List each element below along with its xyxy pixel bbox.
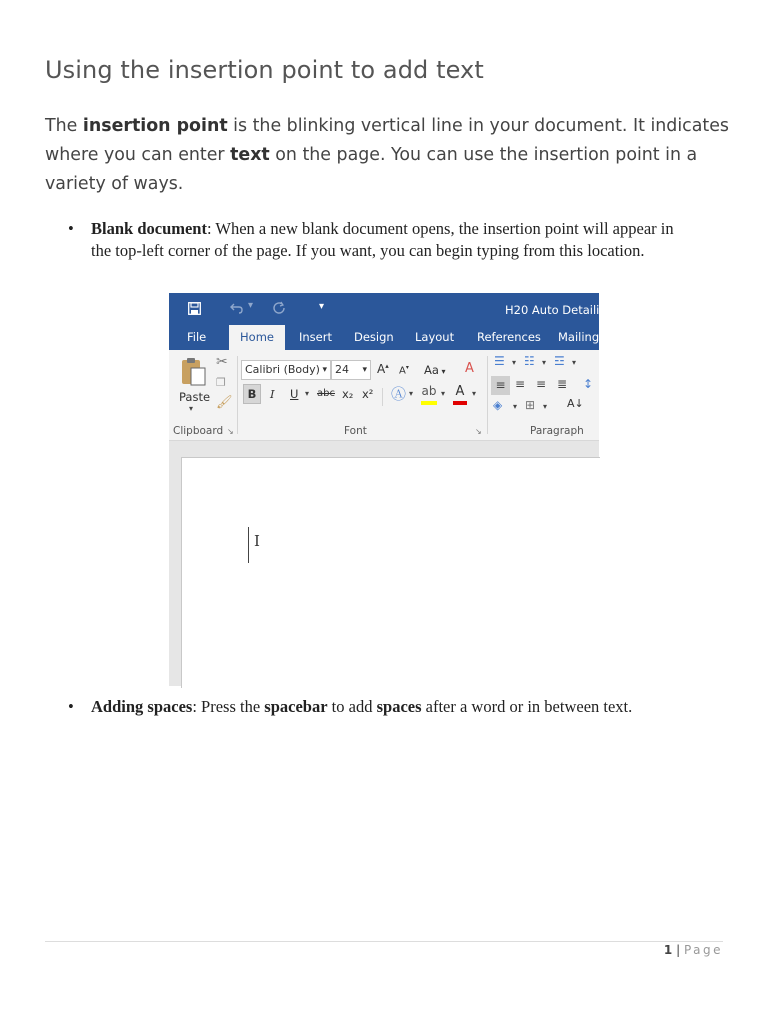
tab-references[interactable]: References [477,330,541,344]
tab-mailings[interactable]: Mailings [558,330,606,344]
intro-term-insertion-point: insertion point [82,116,228,136]
bullet-term: Adding spaces [91,697,193,716]
strikethrough-button[interactable]: abc [317,388,335,399]
tab-layout[interactable]: Layout [415,330,455,344]
numbering-icon[interactable]: ☷ [524,354,535,368]
grow-font-icon[interactable]: A▴ [377,362,389,376]
sort-icon[interactable]: A↓ [567,397,584,410]
clipboard-launcher-icon[interactable]: ↘ [227,427,234,436]
underline-button[interactable]: U [290,387,299,401]
change-case-label: Aa [424,363,439,377]
shrink-font-icon[interactable]: A▾ [399,364,409,377]
underline-dropdown-icon[interactable]: ▾ [305,389,310,398]
font-color-icon[interactable]: A [453,383,467,405]
intro-term-text: text [230,145,270,165]
intro-text-1: The [45,116,83,136]
footer-page-word: Page [683,943,723,957]
align-right-icon[interactable]: ≡ [536,377,547,391]
font-name-box[interactable] [241,360,331,380]
undo-icon[interactable] [229,301,245,315]
undo-dropdown-icon[interactable]: ▾ [248,300,254,311]
paste-icon[interactable] [180,357,208,387]
tab-file[interactable]: File [187,330,207,344]
tab-home[interactable]: Home [229,325,285,350]
bullet-text-part: : Press the [192,697,265,716]
bullets-dropdown-icon[interactable]: ▾ [512,358,517,367]
ribbon-home [169,350,599,441]
bullet-term: Blank document [91,219,207,238]
borders-dropdown-icon[interactable]: ▾ [543,402,548,411]
insertion-point-caret [248,527,249,563]
footer-divider [45,941,723,942]
italic-button[interactable]: I [270,387,275,401]
numbering-dropdown-icon[interactable]: ▾ [542,358,547,367]
shading-icon[interactable]: ◈ [493,398,503,412]
align-left-button[interactable]: ≡ [491,376,510,395]
document-area [169,441,599,686]
shading-dropdown-icon[interactable]: ▾ [513,402,518,411]
font-name-value: Calibri (Body) [245,363,320,376]
clear-formatting-icon[interactable]: A [465,361,474,376]
group-label-paragraph: Paragraph [530,425,584,437]
multilevel-dropdown-icon[interactable]: ▾ [572,358,577,367]
highlight-color-icon[interactable]: ab [421,383,437,405]
font-size-value: 24 [335,363,349,376]
multilevel-list-icon[interactable]: ☲ [554,354,565,368]
bullet-dot: • [68,219,74,238]
bullet-text-part: after a word or in between text. [421,697,633,716]
ribbon-tabs [169,325,606,350]
format-painter-icon[interactable]: 🖌 [216,395,233,410]
word-title-bar [169,293,614,325]
bold-button[interactable]: B [243,384,261,404]
superscript-button[interactable]: x² [362,387,374,401]
i-beam-cursor-icon: I [254,532,260,550]
intro-text-2: is the blinking vertical line in your document. It indicates where you can enter [45,116,729,165]
word-screenshot [169,293,614,686]
borders-icon[interactable]: ⊞ [525,398,536,412]
copy-icon[interactable]: ❐ [216,376,226,389]
tab-design[interactable]: Design [354,330,394,344]
font-size-dropdown-icon[interactable]: ▾ [362,365,367,375]
bullet-key-spacebar: spacebar [264,697,328,716]
bullet-key-spaces: spaces [376,697,422,716]
highlight-dropdown-icon[interactable]: ▾ [441,389,446,398]
font-launcher-icon[interactable]: ↘ [475,427,482,436]
subscript-button[interactable]: x₂ [342,387,354,401]
group-label-clipboard: Clipboard [173,425,224,437]
change-case-button[interactable] [424,363,445,377]
group-label-font: Font [344,425,367,437]
save-icon[interactable] [188,302,201,315]
document-page[interactable] [181,457,600,688]
cut-icon[interactable]: ✂ [216,354,228,370]
bullet-text-part: to add [327,697,377,716]
font-name-dropdown-icon[interactable]: ▾ [322,365,327,375]
align-center-icon[interactable]: ≡ [515,377,526,391]
font-size-box[interactable] [331,360,371,380]
footer-separator: | [676,943,681,957]
document-title: H20 Auto Detailing [505,303,614,317]
bullet-text [91,218,681,262]
page-footer [664,943,723,957]
paste-dropdown-icon[interactable]: ▾ [189,404,194,413]
font-color-dropdown-icon[interactable]: ▾ [472,389,477,398]
justify-icon[interactable]: ≣ [557,377,568,391]
change-case-dropdown-icon: ▾ [438,367,446,376]
page-heading: Using the insertion point to add text [45,56,484,84]
intro-paragraph [45,112,735,199]
customize-qat-icon[interactable]: ▾ [319,301,325,312]
bullet-body: : When a new blank document opens, the insertion point will appear in the top-left corner of the page. If you want, you can begin typing from this location. [91,219,674,260]
tab-insert[interactable]: Insert [299,330,332,344]
bullet-text [91,696,681,718]
bullet-dot: • [68,697,74,716]
text-effects-icon[interactable]: Ⓐ [391,385,407,403]
line-spacing-icon[interactable]: ↕ [583,377,594,391]
paste-button[interactable]: Paste [179,390,211,404]
intro-text-3: on the page. You can use the insertion point in a variety of ways. [45,145,698,194]
text-effects-dropdown-icon[interactable]: ▾ [409,389,414,398]
redo-icon[interactable] [272,301,286,315]
page-number: 1 [663,943,673,957]
bullets-icon[interactable]: ☰ [494,354,505,368]
